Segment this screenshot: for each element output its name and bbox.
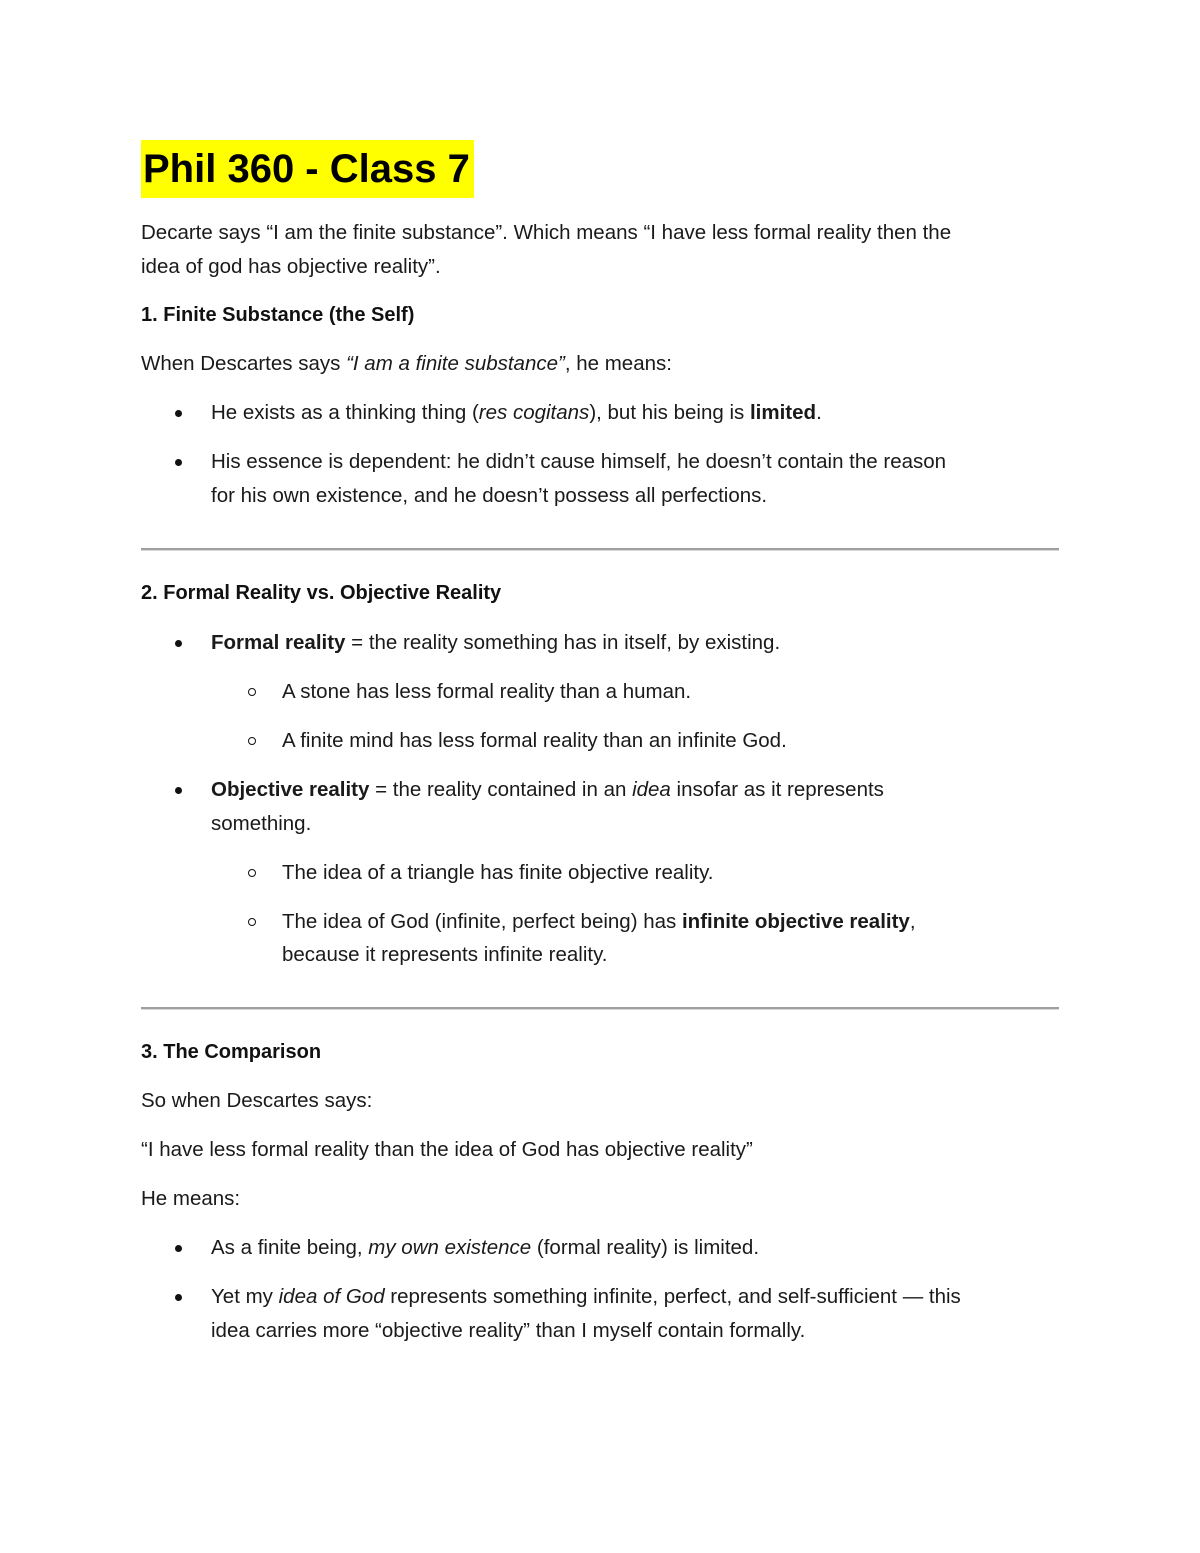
bullet-icon [175, 1245, 182, 1252]
section-2-sub-3: The idea of a triangle has finite objective reality. [282, 861, 714, 884]
section-3-he-means: He means: [141, 1187, 241, 1210]
section-2-sub-1: A stone has less formal reality than a human. [282, 680, 692, 703]
text-run: . [816, 401, 822, 424]
section-3-bullet-2-line-1 [211, 1280, 961, 1314]
section-2-bullet-2-line-2: something. [211, 812, 312, 835]
bullet-icon [175, 1294, 182, 1301]
section-1-lead-quote: “I am a finite substance” [346, 352, 565, 375]
text-run: ), but his being is [589, 401, 750, 424]
section-1-lead [141, 347, 672, 381]
italic-term: res cogitans [478, 401, 590, 424]
sub-bullet-icon [248, 869, 256, 877]
section-2-sub-2: A finite mind has less formal reality than an infinite God. [282, 729, 787, 752]
section-1-heading: 1. Finite Substance (the Self) [141, 304, 415, 326]
bullet-icon [175, 459, 182, 466]
text-run: insofar as it represents [670, 778, 884, 801]
text-run: (formal reality) is limited. [531, 1236, 760, 1259]
text-run: represents something infinite, perfect, and self-sufficient — this [384, 1285, 961, 1308]
text-run: As a finite being, [211, 1236, 369, 1259]
sub-bullet-icon [248, 918, 256, 926]
section-1-bullet-1 [211, 396, 822, 430]
bullet-icon [175, 640, 182, 647]
italic-term: idea [632, 778, 671, 801]
italic-term: idea of God [278, 1285, 385, 1308]
intro-line-2: idea of god has objective reality”. [141, 255, 441, 278]
divider [141, 1007, 1059, 1010]
sub-bullet-icon [248, 688, 256, 696]
section-1-lead-pre: When Descartes says [141, 352, 347, 375]
section-2-bullet-2-line-1 [211, 773, 884, 807]
section-3-bullet-1 [211, 1231, 759, 1265]
divider [141, 548, 1059, 551]
section-1-bullet-2-line-1: His essence is dependent: he didn’t cause himself, he doesn’t contain the reason [211, 450, 947, 473]
text-run: = the reality contained in an [369, 778, 633, 801]
section-3-heading: 3. The Comparison [141, 1041, 322, 1063]
intro-line-1: Decarte says “I am the finite substance”. Which means “I have less formal reality then the [141, 221, 952, 244]
section-3-quote: “I have less formal reality than the idea of God has objective reality” [141, 1138, 753, 1161]
section-1-bullet-2-line-2: for his own existence, and he doesn’t possess all perfections. [211, 484, 768, 507]
bold-term: infinite objective reality [681, 910, 910, 933]
section-1-lead-post: , he means: [564, 352, 672, 375]
text-run: The idea of God (infinite, perfect being) has [282, 910, 682, 933]
italic-term: my own existence [368, 1236, 532, 1259]
bold-term: Formal reality [211, 631, 346, 654]
section-3-bullet-2-line-2: idea carries more “objective reality” than I myself contain formally. [211, 1319, 806, 1342]
section-2-sub-4-line-2: because it represents infinite reality. [282, 943, 608, 966]
section-3-lead: So when Descartes says: [141, 1089, 373, 1112]
bullet-icon [175, 787, 182, 794]
bold-term: Objective reality [211, 778, 370, 801]
section-2-bullet-1 [211, 626, 780, 660]
text-run: , [909, 910, 916, 933]
bullet-icon [175, 410, 182, 417]
text-run: Yet my [211, 1285, 279, 1308]
bold-term: limited [749, 401, 817, 424]
text-run: He exists as a thinking thing ( [211, 401, 479, 424]
section-2-heading: 2. Formal Reality vs. Objective Reality [141, 582, 502, 604]
text-run: = the reality something has in itself, by existing. [345, 631, 781, 654]
section-2-sub-4-line-1 [282, 905, 916, 939]
page-title: Phil 360 - Class 7 [141, 140, 474, 198]
sub-bullet-icon [248, 737, 256, 745]
